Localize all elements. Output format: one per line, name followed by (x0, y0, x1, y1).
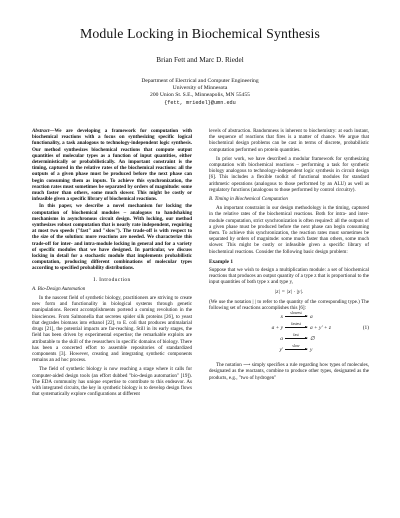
example-title: Example 1 (209, 258, 233, 265)
affiliation-univ: University of Minnesota (172, 85, 228, 92)
abstract-paragraph-2: In this paper, we describe a novel mechanism for locking the computation of biochemical modules – analogous to handshaking mechanisms in asynchronous circuit design. With locking, our method synthesizes robust computation that is nearly rate independent, requiring at most two speeds ("fast" and "slow"). The trade-off is with respect to the size of the solution: more reactions are needed. We characterize this trade-off for inter- and intra-module locking in general and for a variety of specific modules that we have designed. In particular, we discuss locking in detail for a stochastic module that implements probabilistic computation, producing different combinations of molecular types according to specified probability distributions. (32, 203, 192, 272)
affiliation-email: {fett, mriedel}@umn.edu (164, 99, 236, 106)
paper-title: Module Locking in Biochemical Synthesis (80, 26, 320, 41)
abstract-text: —We are developing a framework for computation with biochemical reactions with a focus on synthesizing specific logical functionality, a task analogous to technology-independent logic synthesis. Our method synthesizes biochemical reactions that compute output quantities of molecular types as a function of input quantities, either deterministically or probabilistically. An important constraint is the timing, captured in the relative rates of the biochemical reactions: all the outputs of a given phase must be produced before the next phase can begin consuming them as inputs. To achieve this synchronization, the reaction rates must sometimes be separated by orders of magnitude: some much faster than others, some much slower. This might be costly or infeasible given a specific library of biochemical reactions. (32, 128, 192, 203)
right-paragraph-4: The notation ⟶ simply specifies a rule regarding how types of molecules, designated as the reactants, combine to produce other types, designated as the products, e.g., "two of hydrogen" (209, 362, 369, 381)
reaction-rate: fastest (291, 322, 301, 327)
reaction-lhs: y' (279, 347, 283, 354)
left-column (32, 128, 192, 400)
reaction-lhs: x (280, 314, 283, 321)
affiliation-block (0, 78, 400, 107)
right-paragraph-3: An important constraint in our design methodology is the timing, captured in the relative rates of the biochemical reactions. Both for intra- and inter-module computation, strict synchronization is often required: all the outputs of a given phase must be produced before the next phase can begin consuming them. To achieve this synchronization, the reaction rates must sometimes be separated by orders of magnitude: some much faster than others, some much slower. This might be costly or infeasible given a specific library of biochemical reactions. Consider the following basic design problem: (209, 205, 369, 255)
reaction-rhs: a + y' + z (310, 325, 332, 332)
reaction-lhs: a (280, 336, 283, 343)
reaction-arrow (285, 322, 307, 328)
reaction-arrow (285, 344, 307, 350)
affiliation-address: 200 Union St. S.E., Minneapolis, MN 55455 (150, 92, 250, 99)
example-text: Suppose that we wish to design a multiplication module: a set of biochemical reactions that produces an output quantity of a type z that is proportional to the input quantities of both type x and type y, (209, 267, 369, 286)
section-title: I. Introduction (93, 276, 131, 283)
equation-note: (We use the notation | | to refer to the quantity of the corresponding type.) The following set of reactions accomplishes this [6]: (209, 298, 369, 312)
reaction-lhs: a + y (271, 325, 283, 332)
reaction-rhs: ∅ (310, 336, 315, 343)
paper-authors: Brian Fett and Marc D. Riedel (156, 56, 244, 64)
reaction-arrow (285, 311, 307, 317)
reaction-rhs: y (310, 347, 313, 354)
right-paragraph-2: In prior work, we have described a modular framework for synthesizing computation with biochemical reactions – performing a task for synthetic biology analogous to technology-independent logic synthesis in circuit design [6]. This includes a flexible toolkit of functional modules for standard arithmetic operations (analogous to those performed by an ALU) as well as regulatory functions (analogous to those performed by control circuitry). (209, 155, 369, 193)
intro-paragraph-1: In the nascent field of synthetic biology, practitioners are striving to create new form and functionality in biological systems through genetic manipulations. Recent accomplishments portend a coming revolution in the biosciences. From Salmonella that secretes spider silk proteins [26], to yeast that degrades biomass into ethanol [22], to E. coli that produces antimalarial drugs [21], the potential impacts are far-reaching. Still in its early stages, the field has been driven by experimental expertise; the remarkable exploits are attributable to the skill of the researchers in specific domains of biology. There has been a concerted effort to assemble repositories of standardized components [3]. However, creating and integrating synthetic components remains an ad hoc process. (32, 295, 192, 364)
reaction-rate: slowest (290, 311, 302, 316)
subsection-b-title: B. Timing in Biochemical Computation (209, 196, 288, 203)
abstract-label: Abstract (32, 128, 50, 134)
reaction-number: (1) (362, 325, 369, 332)
intro-paragraph-2: The field of synthetic biology is now reaching a stage where it calls for computer-aided design tools (an effort dubbed "bio-design automation" [19]). The EDA community has unique expertise to contribute to this endeavor. As with integrated circuits, the key in synthetic biology is to develop design flows that systematically explore configurations at different (32, 366, 192, 398)
reaction-row (209, 344, 369, 357)
reaction-set (209, 311, 369, 358)
reaction-rhs: a (310, 314, 313, 321)
reaction-rate: slow (292, 344, 300, 349)
right-paragraph-1: levels of abstraction. Randomness is inherent to biochemistry: at each instant, the sequence of reactions that fires is a matter of chance. We argue that biochemical design problems can be cast in terms of discrete, probabilistic computation performed on protein quantities. (209, 128, 369, 153)
reaction-rate: fast (293, 333, 299, 338)
reaction-arrow (285, 333, 307, 339)
equation-1: |z| = |x| · |y|. (274, 288, 304, 295)
affiliation-dept: Department of Electrical and Computer Engineering (141, 78, 259, 84)
abstract (32, 128, 192, 202)
subsection-a-title: A. Bio-Design Automation (32, 285, 86, 292)
right-column (209, 128, 369, 384)
